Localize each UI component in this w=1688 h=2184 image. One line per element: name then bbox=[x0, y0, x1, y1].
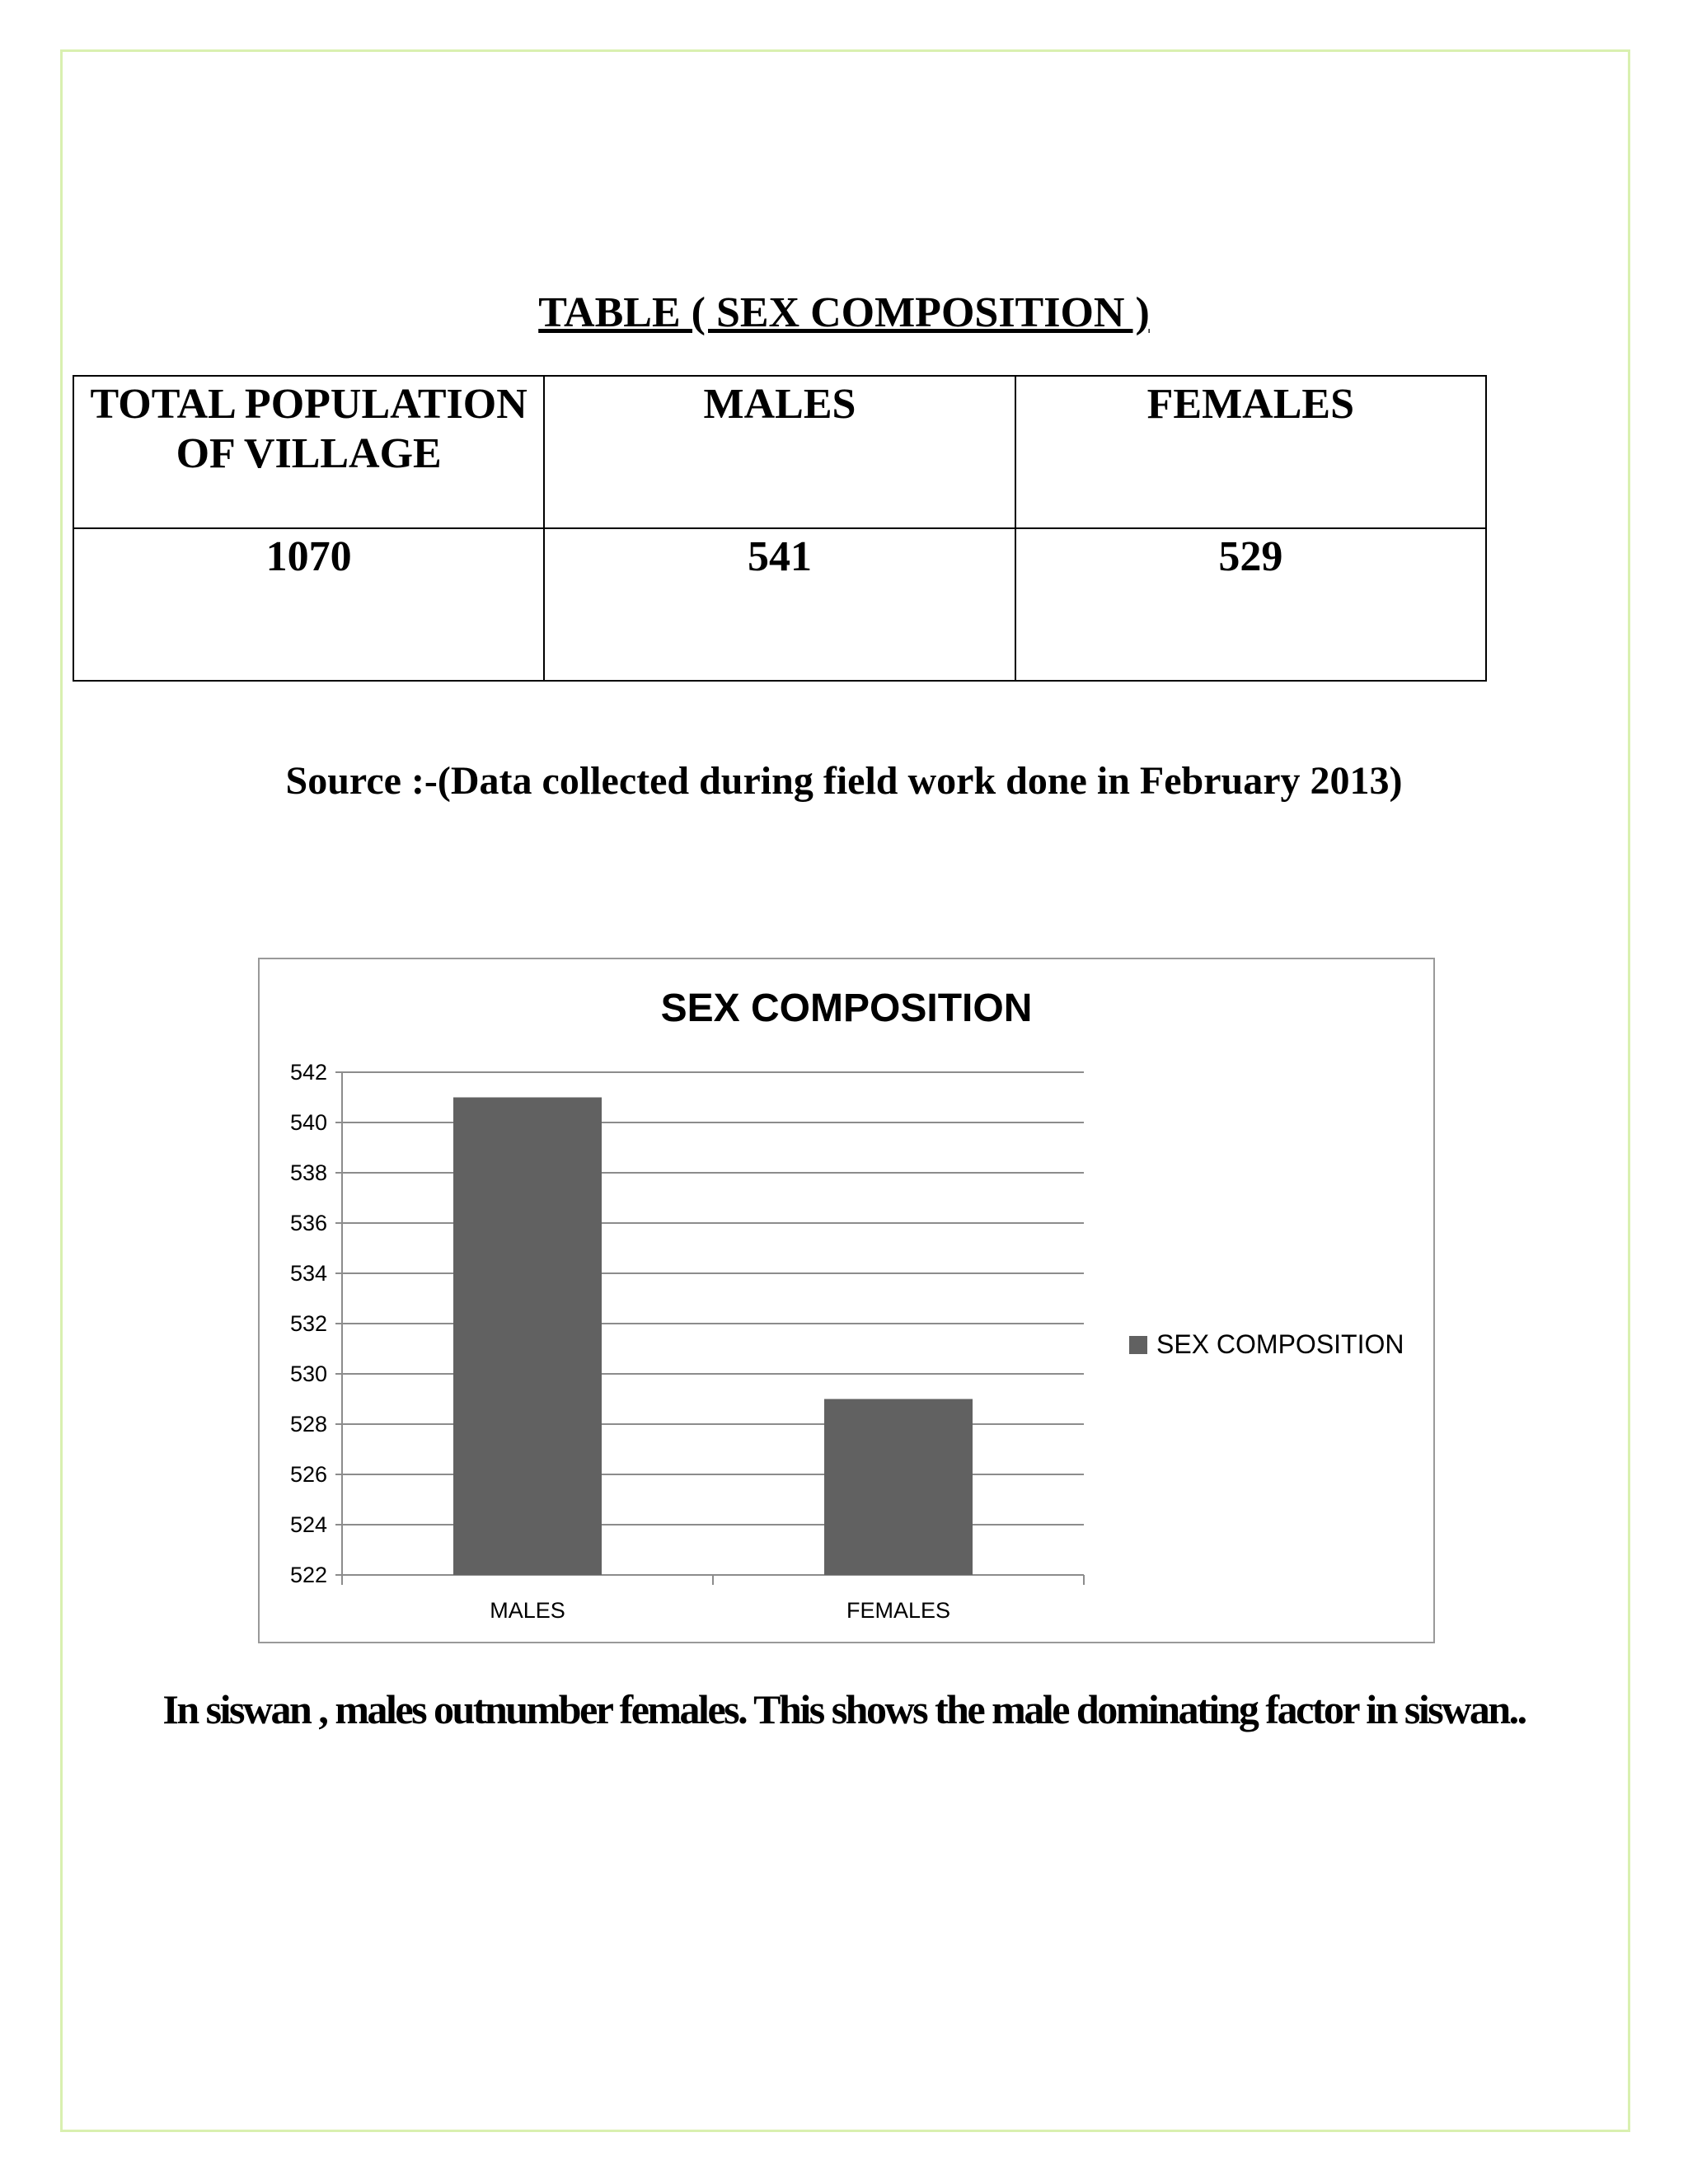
header-females: FEMALES bbox=[1015, 376, 1486, 528]
header-males: MALES bbox=[544, 376, 1015, 528]
cell-males: 541 bbox=[544, 528, 1015, 681]
bar-females bbox=[824, 1399, 973, 1576]
chart-svg bbox=[260, 959, 1433, 1642]
cell-total-population: 1070 bbox=[73, 528, 544, 681]
y-tick-label: 540 bbox=[289, 1110, 327, 1135]
table-title: TABLE ( SEX COMPOSITION ) bbox=[538, 289, 1150, 336]
y-tick-label: 524 bbox=[289, 1512, 327, 1537]
cell-females: 529 bbox=[1015, 528, 1486, 681]
y-tick-label: 528 bbox=[289, 1412, 327, 1436]
legend-swatch bbox=[1129, 1336, 1147, 1354]
y-tick-label: 522 bbox=[289, 1563, 327, 1587]
bar-males bbox=[453, 1098, 602, 1576]
legend-label: SEX COMPOSITION bbox=[1156, 1329, 1404, 1359]
y-tick-label: 538 bbox=[289, 1160, 327, 1185]
header-total-population: TOTAL POPULATION OF VILLAGE bbox=[73, 376, 544, 528]
y-tick-label: 530 bbox=[289, 1361, 327, 1386]
table-header-row bbox=[73, 376, 1486, 528]
source-note: Source :-(Data collected during field work done in February 2013) bbox=[285, 759, 1403, 803]
y-tick-label: 526 bbox=[289, 1462, 327, 1487]
y-tick-label: 534 bbox=[289, 1261, 327, 1286]
bar-chart bbox=[258, 958, 1435, 1643]
x-tick-label: MALES bbox=[490, 1598, 565, 1623]
y-tick-label: 542 bbox=[289, 1060, 327, 1085]
y-tick-label: 536 bbox=[289, 1211, 327, 1235]
table-row bbox=[73, 528, 1486, 681]
chart-title: SEX COMPOSITION bbox=[660, 987, 1033, 1030]
y-tick-label: 532 bbox=[289, 1311, 327, 1336]
sex-composition-table bbox=[73, 375, 1487, 682]
x-tick-label: FEMALES bbox=[846, 1598, 951, 1623]
conclusion-text: In siswan , males outnumber females. This shows the male dominating factor in siswan.. bbox=[162, 1686, 1526, 1732]
